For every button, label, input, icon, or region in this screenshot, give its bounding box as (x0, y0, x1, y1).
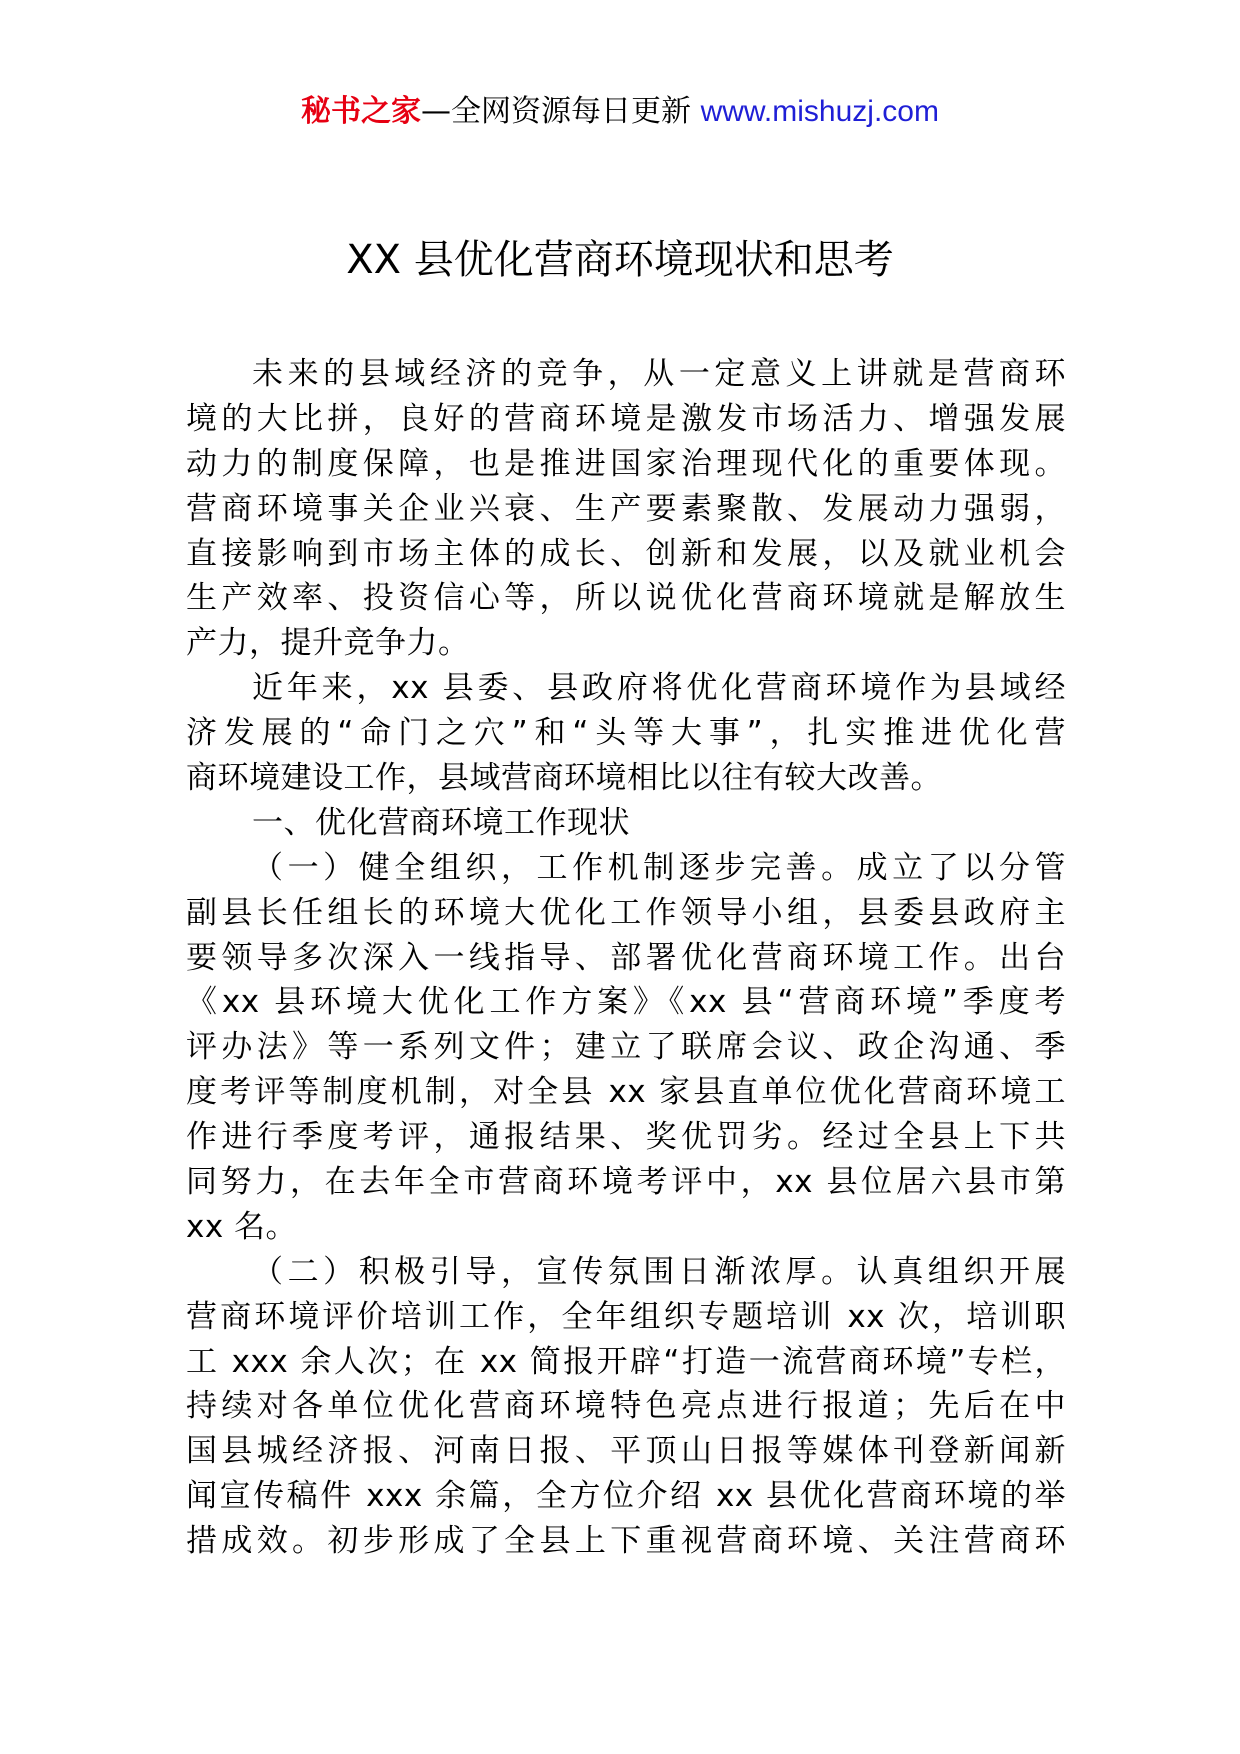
paragraph-line: 闻宣传稿件 xxx 余篇，全方位介绍 xx 县优化营商环境的举 (186, 1478, 1066, 1515)
paragraph-line: 济发展的“命门之穴”和“头等大事”，扎实推进优化营 (186, 715, 1066, 752)
paragraph-line: （二）积极引导，宣传氛围日渐浓厚。认真组织开展 (252, 1253, 1066, 1290)
paragraph-line: 持续对各单位优化营商环境特色亮点进行报道；先后在中 (186, 1388, 1066, 1425)
paragraph-line: 工 xxx 余人次；在 xx 简报开辟“打造一流营商环境”专栏， (186, 1343, 1066, 1380)
paragraph-line: 要领导多次深入一线指导、部署优化营商环境工作。出台 (186, 939, 1066, 976)
section-heading: 一、优化营商环境工作现状 (252, 804, 630, 841)
site-url-link[interactable]: www.mishuzj.com (700, 95, 939, 128)
paragraph-line: 副县长任组长的环境大优化工作领导小组，县委县政府主 (186, 894, 1066, 931)
header-dash: — (421, 94, 452, 129)
paragraph-line: xx 名。 (186, 1208, 298, 1245)
paragraph-line: 境的大比拼，良好的营商环境是激发市场活力、增强发展 (186, 400, 1066, 437)
paragraph-line: 生产效率、投资信心等，所以说优化营商环境就是解放生 (186, 580, 1066, 617)
paragraph-line: 直接影响到市场主体的成长、创新和发展，以及就业机会 (186, 535, 1066, 572)
paragraph-line: 作进行季度考评，通报结果、奖优罚劣。经过全县上下共 (186, 1119, 1066, 1156)
paragraph-line: 度考评等制度机制，对全县 xx 家县直单位优化营商环境工 (186, 1074, 1066, 1111)
paragraph-line: 营商环境事关企业兴衰、生产要素聚散、发展动力强弱， (186, 490, 1066, 527)
paragraph-line: 产力，提升竞争力。 (186, 625, 470, 662)
document-title: XX 县优化营商环境现状和思考 (346, 237, 894, 283)
paragraph-line: 同努力，在去年全市营商环境考评中，xx 县位居六县市第 (186, 1164, 1066, 1201)
document-body (186, 352, 1066, 1564)
paragraph-line: 措成效。初步形成了全县上下重视营商环境、关注营商环 (186, 1523, 1066, 1560)
paragraph-line: 动力的制度保障，也是推进国家治理现代化的重要体现。 (186, 445, 1066, 482)
paragraph-line: 近年来，xx 县委、县政府将优化营商环境作为县域经 (252, 670, 1066, 707)
header-tagline: 全网资源每日更新 (451, 94, 692, 129)
site-header (0, 92, 1240, 132)
paragraph-line: 国县城经济报、河南日报、平顶山日报等媒体刊登新闻新 (186, 1433, 1066, 1470)
paragraph-line: 《xx 县环境大优化工作方案》《xx 县“营商环境”季度考 (186, 984, 1066, 1021)
paragraph-line: 营商环境评价培训工作，全年组织专题培训 xx 次，培训职 (186, 1298, 1066, 1335)
paragraph-line: 评办法》等一系列文件；建立了联席会议、政企沟通、季 (186, 1029, 1066, 1066)
paragraph-line: 商环境建设工作，县域营商环境相比以往有较大改善。 (186, 760, 942, 797)
paragraph-line: 未来的县域经济的竞争，从一定意义上讲就是营商环 (252, 356, 1066, 392)
site-brand: 秘书之家 (301, 94, 422, 129)
paragraph-line: （一）健全组织，工作机制逐步完善。成立了以分管 (252, 849, 1066, 886)
